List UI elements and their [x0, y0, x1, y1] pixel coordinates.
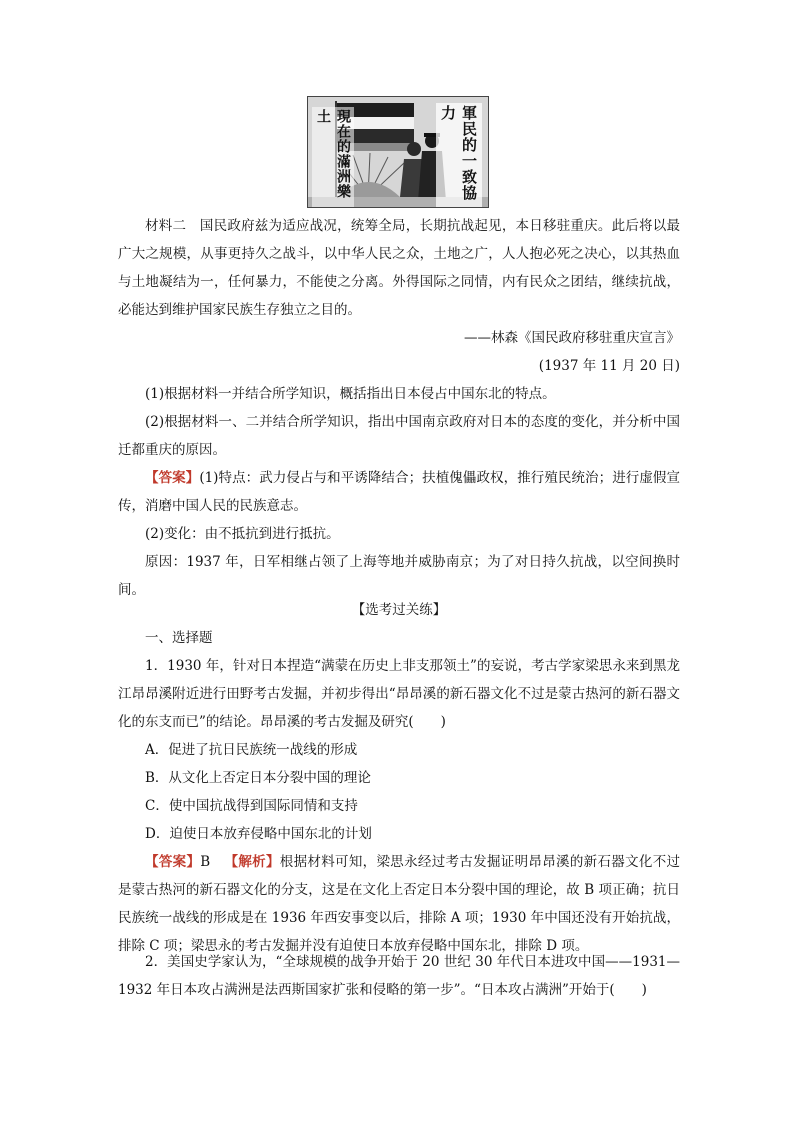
question-1-option-a: A．促进了抗日民族统一战线的形成	[145, 742, 358, 758]
material-two-date: (1937 年 11 月 20 日)	[538, 358, 680, 374]
question-1-option-d: D．迫使日本放弃侵略中国东北的计划	[145, 826, 372, 842]
answer-part-3: 原因：1937 年，日军相继占领了上海等地并威胁南京；为了对日持久抗战，以空间换时间。	[118, 554, 680, 598]
section-title: 【选考过关练】	[351, 602, 447, 618]
question-1-stem: 1．1930 年，针对日本捏造“满蒙在历史上非支那领土”的妄说，考古学家梁思永来到黑龙江昂昂溪附近进行田野考古发掘，并初步得出“昂昂溪的新石器文化不过是蒙古热河的新石器文化的东支而已”的结论。昂昂溪的考古发掘及研究( )	[118, 658, 680, 730]
question-1-analysis-text: 根据材料可知，梁思永经过考古发掘证明昂昂溪的新石器文化不过是蒙古热河的新石器文化的分支，这是在文化上否定日本分裂中国的理论，故 B 项正确；抗日民族统一战线的形成是在 1936 年西安事变以后，排除 A 项；1930 年中国还没有开始抗战，排除 C 项；梁思永的考古发掘并没有迫使日本放弃侵略中国东北，排除 D 项。	[118, 854, 681, 954]
questions-block	[118, 380, 680, 604]
question-1-option-b: B．从文化上否定日本分裂中国的理论	[145, 770, 371, 786]
question-1-answer-value: B	[200, 854, 211, 870]
section-subtitle: 一、选择题	[145, 630, 213, 646]
material-two-block	[118, 212, 680, 380]
question-1-answer-tag: 【答案】	[145, 854, 201, 870]
question-2: (2)根据材料一、二并结合所学知识，指出中国南京政府对日本的态度的变化，并分析中国迁都重庆的原因。	[118, 414, 680, 458]
question-2-stem: 2．美国史学家认为，“全球规模的战争开始于 20 世纪 30 年代日本进攻中国——1931—1932 年日本攻占满洲是法西斯国家扩张和侵略的第一步”。“日本攻占满洲”开始于( )	[118, 954, 680, 998]
answer-part-2: (2)变化：由不抵抗到进行抵抗。	[145, 526, 340, 542]
poster-left-caption: 現在的滿洲樂土	[312, 107, 354, 207]
choice-question-2	[118, 948, 680, 1004]
question-1: (1)根据材料一并结合所学知识，概括指出日本侵占中国东北的特点。	[145, 386, 556, 402]
section-header-block	[118, 596, 680, 652]
answer-part-1-text: (1)特点：武力侵占与和平诱降结合；扶植傀儡政权，推行殖民统治；进行虚假宣传，消磨中国人民的民族意志。	[118, 470, 681, 514]
answer-part-1	[118, 464, 680, 520]
question-1-option-c: C．使中国抗战得到国际同情和支持	[145, 798, 358, 814]
question-1-analysis-tag: 【解析】	[224, 854, 280, 870]
poster-right-caption: 軍民的一致協力	[436, 103, 482, 207]
material-two-source: ——林森《国民政府移驻重庆宣言》	[464, 330, 680, 346]
answer-tag: 【答案】	[145, 470, 200, 486]
choice-question-1	[118, 652, 680, 960]
question-1-answer-analysis	[118, 848, 680, 960]
propaganda-poster-image	[307, 96, 489, 208]
material-two-text: 材料二 国民政府兹为适应战况，统筹全局，长期抗战起见，本日移驻重庆。此后将以最广大之规模，从事更持久之战斗，以中华人民之众，土地之广，人人抱必死之决心，以其热血与土地凝结为一，任何暴力，不能使之分离。外得国际之同情，内有民众之团结，继续抗战，必能达到维护国家民族生存独立之目的。	[118, 218, 680, 318]
